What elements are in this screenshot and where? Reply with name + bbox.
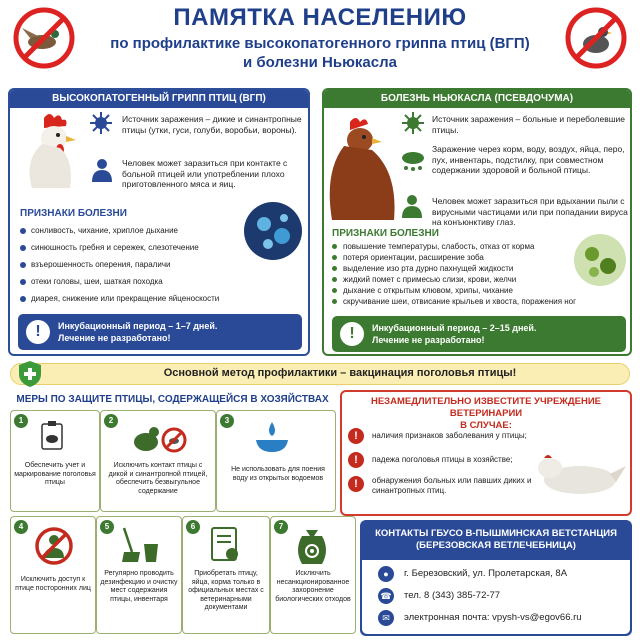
phone-icon: ☎ — [378, 588, 394, 604]
contact-email[interactable]: электронная почта: vpysh-vs@egov66.ru — [404, 612, 582, 623]
list-item: диарея, снижение или прекращение яйценоскости — [20, 294, 250, 311]
no-ducks-icon — [12, 6, 76, 70]
no-pigeon-icon — [564, 6, 628, 70]
person-icon — [92, 158, 112, 182]
newcastle-incubation-box: ! Инкубационный период – 2–15 дней. Лечение не разработано! — [332, 316, 626, 352]
virus-icon-green — [402, 112, 424, 134]
avian-incubation-box: ! Инкубационный период – 1–7 дней. Лечение не разработано! — [18, 314, 302, 350]
page-subtitle: по профилактике высокопатогенного гриппа птиц (ВГП) и болезни Ньюкасла — [110, 35, 530, 71]
newcastle-heading: БОЛЕЗНЬ НЬЮКАСЛА (ПСЕВДОЧУМА) — [324, 90, 630, 108]
exclamation-icon: ! — [340, 322, 364, 346]
measure-number: 5 — [100, 520, 114, 534]
measure-text-6: Приобретать птицу, яйца, корма только в официальных местах с ветеринарными документами — [188, 570, 264, 611]
urgent-item-1: наличия признаков заболевания у птицы; — [372, 431, 527, 440]
certificate-icon — [210, 526, 242, 564]
avian-human-text: Человек может заразиться при контакте с больной птицей или употреблении плохо приготовленного мяса и яиц. — [122, 158, 288, 189]
measure-text-7: Исключить несанкционированное захоронение биологических отходов — [275, 570, 351, 603]
measure-number: 7 — [274, 520, 288, 534]
shield-plus-icon — [18, 360, 42, 388]
alert-icon: ! — [348, 428, 364, 444]
measure-text-5: Регулярно проводить дезинфекцию и очистку мест содержания птицы, инвентаря — [100, 570, 178, 603]
list-item: взъерошенность оперения, параличи — [20, 260, 250, 277]
list-item: жидкий помет с примесью слизи, крови, желчи — [332, 275, 632, 286]
newcastle-source-text: Источник заражения – больные и переболевшие птицы. — [432, 114, 626, 135]
newcastle-signs-title: ПРИЗНАКИ БОЛЕЗНИ — [332, 228, 439, 239]
virus-cells-icon — [572, 232, 628, 288]
urgent-notice-title: НЕЗАМЕДЛИТЕЛЬНО ИЗВЕСТИТЕ УЧРЕЖДЕНИЕ ВЕТЕРИНАРИИ В СЛУЧАЕ: — [370, 396, 602, 431]
no-entry-person-icon — [34, 526, 74, 566]
measure-number: 3 — [220, 414, 234, 428]
measure-number: 1 — [14, 414, 28, 428]
virus-icon — [90, 112, 112, 134]
location-pin-icon: ● — [378, 566, 394, 582]
exclamation-icon: ! — [26, 320, 50, 344]
contacts-title: КОНТАКТЫ ГБУСО В-ПЫШМИНСКАЯ ВЕТСТАНЦИЯ (БЕРЕЗОВСКАЯ ВЕТЛЕЧЕБНИЦА) — [375, 528, 617, 551]
alert-icon: ! — [348, 452, 364, 468]
list-item: потеря ориентации, расширение зоба — [332, 253, 632, 264]
cloud-rain-icon — [400, 150, 426, 172]
measures-title: МЕРЫ ПО ЗАЩИТЕ ПТИЦЫ, СОДЕРЖАЩЕЙСЯ В ХОЗЯЙСТВАХ — [16, 394, 329, 405]
list-item: повышение температуры, слабость, отказ от корма — [332, 242, 632, 253]
urgent-item-2: падежа поголовья птицы в хозяйстве; — [372, 455, 513, 464]
newcastle-transmission-text: Заражение через корм, воду, воздух, яйца, перо, пух, инвентарь, подстилку, при совместном содержании здоровой и больной птицы. — [432, 144, 625, 175]
list-item: дыхание с открытым клювом, хрипы, чихание — [332, 286, 632, 297]
brown-hen-icon — [324, 112, 398, 224]
newcastle-human-text: Человек может заразиться при вдыхании пыли с вирусными частицами или при попадании вируса на конъюнктиву глаз. — [432, 196, 628, 227]
list-item: отеки головы, шеи, шаткая походка — [20, 277, 250, 294]
measure-text-2: Исключить контакт птицы с дикой и синантропной птицей, обеспечить безвыгульное содержание — [108, 462, 208, 495]
water-bowl-icon — [252, 420, 292, 454]
measure-text-4: Исключить доступ к птице посторонних лиц — [15, 576, 91, 592]
person-icon-green — [402, 194, 422, 218]
email-icon: ✉ — [378, 610, 394, 626]
clipboard-hen-icon — [40, 420, 64, 450]
avian-flu-heading: ВЫСОКОПАТОГЕННЫЙ ГРИПП ПТИЦ (ВГП) — [10, 90, 308, 108]
biohazard-bag-icon — [294, 526, 330, 566]
measure-text-1: Обеспечить учет и маркирование поголовья птицы — [14, 462, 96, 486]
contact-phone[interactable]: тел. 8 (343) 385-72-77 — [404, 590, 501, 601]
virus-microscope-icon — [242, 200, 304, 262]
avian-source-text: Источник заражения – дикие и синантропные птицы (утки, гуси, голуби, воробьи, вороны). — [122, 114, 302, 135]
page-title: ПАМЯТКА НАСЕЛЕНИЮ — [173, 4, 467, 31]
measure-text-3: Не использовать для поения воду из открытых водоемов — [231, 466, 325, 482]
measure-number: 4 — [14, 520, 28, 534]
avian-signs-list — [20, 226, 250, 311]
measure-number: 2 — [104, 414, 118, 428]
hen-no-bird-icon — [128, 420, 188, 456]
dead-bird-icon — [530, 440, 628, 502]
vaccination-banner-text: Основной метод профилактики – вакцинация поголовья птицы! — [163, 367, 517, 379]
alert-icon: ! — [348, 476, 364, 492]
list-item: выделение изо рта дурно пахнущей жидкости — [332, 264, 632, 275]
avian-signs-title: ПРИЗНАКИ БОЛЕЗНИ — [20, 208, 127, 219]
contact-address: г. Березовский, ул. Пролетарская, 8А — [404, 568, 568, 579]
broom-bucket-icon — [118, 526, 160, 564]
list-item: сонливость, чихание, хриплое дыхание — [20, 226, 250, 243]
white-rooster-icon — [14, 110, 80, 192]
list-item: синюшность гребня и сережек, слезотечение — [20, 243, 250, 260]
measure-number: 6 — [186, 520, 200, 534]
list-item: скручивание шеи, отвисание крыльев и хвоста, поражения ног — [332, 297, 632, 308]
urgent-item-3: обнаружения больных или павших диких и синантропных птиц. — [372, 476, 532, 495]
